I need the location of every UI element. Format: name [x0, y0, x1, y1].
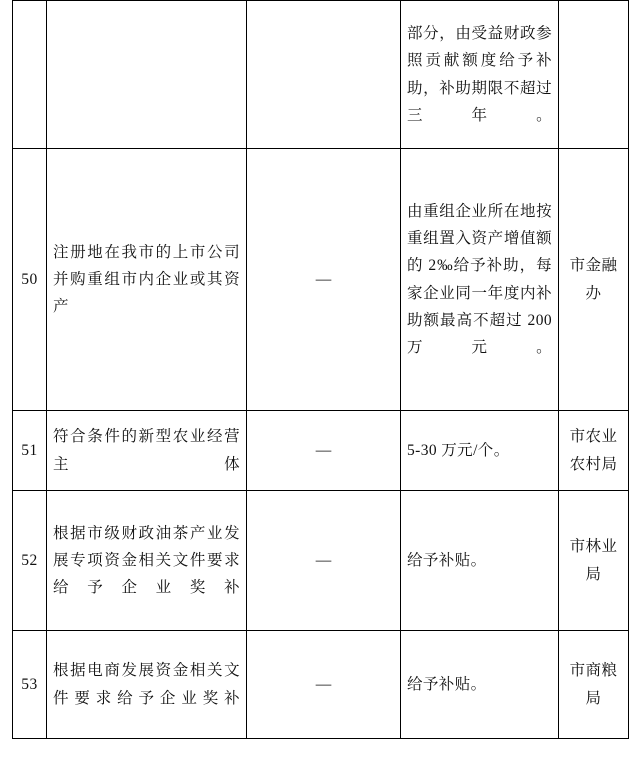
row-middle: —	[247, 631, 401, 739]
row-number	[13, 1, 47, 149]
row-standard	[401, 149, 559, 411]
row-department: 市商粮局	[559, 631, 629, 739]
row-item	[47, 411, 247, 491]
row-item	[47, 491, 247, 631]
row-middle	[247, 1, 401, 149]
row-department	[559, 1, 629, 149]
row-standard-text: 由重组企业所在地按重组置入资产增值额的 2‰给予补助，每家企业同一年度内补助额最高不超过 200 万元。	[407, 203, 552, 356]
row-item-text: 注册地在我市的上市公司并购重组市内企业或其资产	[53, 243, 240, 316]
row-middle: —	[247, 411, 401, 491]
row-middle: —	[247, 491, 401, 631]
row-standard: 给予补贴。	[401, 491, 559, 631]
row-department: 市林业局	[559, 491, 629, 631]
table-row	[13, 631, 629, 739]
policy-table	[12, 0, 629, 739]
row-standard-text: 部分，由受益财政参照贡献额度给予补助，补助期限不超过三年。	[407, 25, 552, 124]
row-number: 53	[13, 631, 47, 739]
row-item-text: 符合条件的新型农业经营主体	[53, 428, 240, 473]
row-item	[47, 1, 247, 149]
table-row	[13, 411, 629, 491]
row-number: 51	[13, 411, 47, 491]
row-standard	[401, 1, 559, 149]
row-number: 50	[13, 149, 47, 411]
row-standard: 给予补贴。	[401, 631, 559, 739]
row-middle: —	[247, 149, 401, 411]
row-department	[559, 411, 629, 491]
row-item-text: 根据电商发展资金相关文件要求给予企业奖补	[53, 662, 240, 707]
row-number: 52	[13, 491, 47, 631]
row-item	[47, 149, 247, 411]
table-row	[13, 1, 629, 149]
row-department-line-1: 市农业	[569, 428, 618, 446]
row-department-line-2: 农村局	[569, 455, 618, 473]
table-row	[13, 149, 629, 411]
row-department: 市金融办	[559, 149, 629, 411]
table-row	[13, 491, 629, 631]
row-item-text: 根据市级财政油茶产业发展专项资金相关文件要求给予企业奖补	[53, 524, 240, 597]
row-item	[47, 631, 247, 739]
row-standard: 5-30 万元/个。	[401, 411, 559, 491]
